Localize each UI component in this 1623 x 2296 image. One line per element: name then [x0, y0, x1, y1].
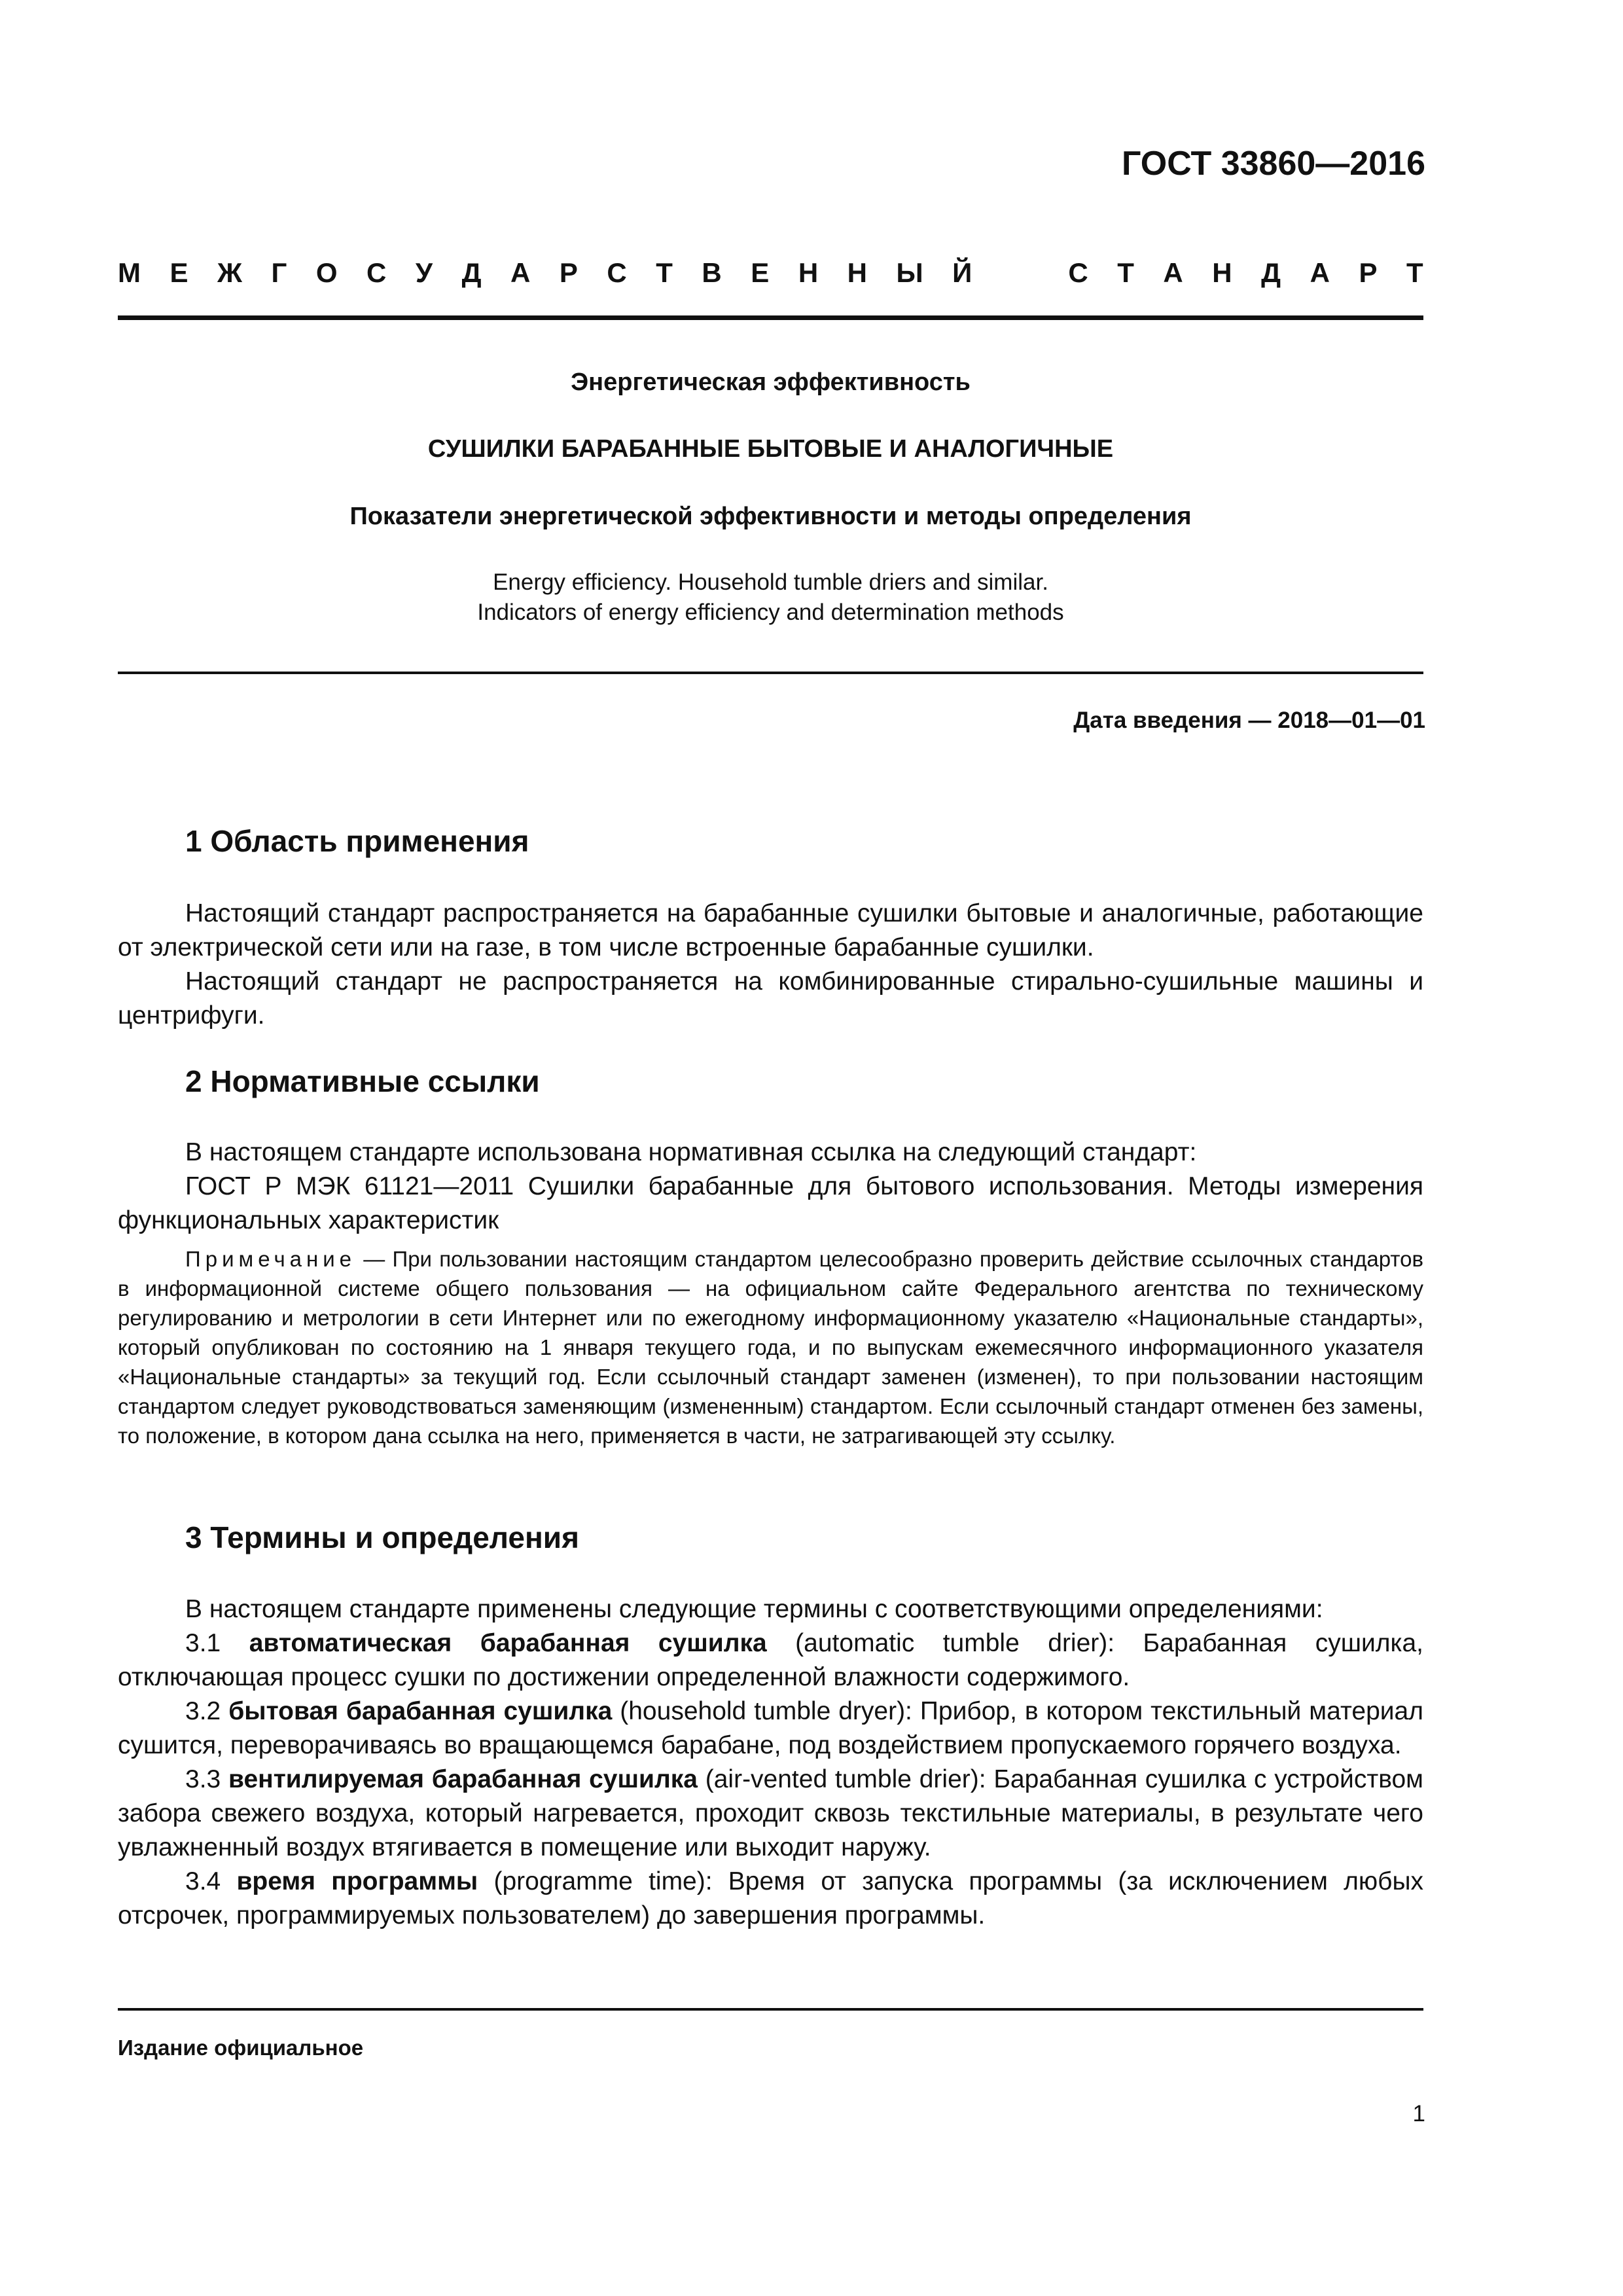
- edition-label: Издание официальное: [118, 2036, 364, 2060]
- page-number: 1: [1412, 2101, 1425, 2126]
- note-label: Примечание: [185, 1247, 357, 1271]
- banner-letter: О: [315, 257, 338, 288]
- banner-letter: Ж: [217, 257, 243, 288]
- title-rule: [118, 672, 1423, 674]
- banner-letter: Н: [847, 257, 868, 288]
- section-3-intro: В настоящем стандарте применены следующие термины с соответствующими определениями:: [185, 1595, 1323, 1623]
- term-3-3: [118, 1763, 1423, 1865]
- note-text: — При пользовании настоящим стандартом целесообразно проверить действие ссылочных стандартов в информационной системе общего пользования — на официальном сайте Федерального агентства по техническому регулированию и метрологии в сети Интернет или по ежегодному информационному указателю «Национальные стандарты», который опубликован по состоянию на 1 января текущего года, и по выпускам ежемесячного информационного указателя «Национальные стандарты» за текущий год. Если ссылочный стандарт заменен (изменен), то при пользовании настоящим стандартом следует руководствоваться заменяющим (измененным) стандартом. Если ссылочный стандарт отменен без замены, то положение, в котором дана ссылка на него, применяется в части, не затрагивающей эту ссылку.: [118, 1247, 1423, 1448]
- banner-letter: Е: [751, 257, 770, 288]
- section-3-heading: 3 Термины и определения: [185, 1520, 579, 1554]
- banner-letter: С: [1068, 257, 1088, 288]
- banner-letter: С: [366, 257, 387, 288]
- term-definition: (programme time): Время от запуска программы (за исключением любых отсрочек, программируемых пользователем) до завершения программы.: [118, 1867, 1423, 1929]
- english-title: [118, 567, 1423, 628]
- english-title-line-2: Indicators of energy efficiency and determination methods: [477, 600, 1064, 625]
- term-name: время программы: [236, 1867, 478, 1895]
- banner-letter: С: [607, 257, 627, 288]
- banner-letter: Н: [798, 257, 819, 288]
- banner-letter: В: [702, 257, 722, 288]
- section-2-paragraph-1: В настоящем стандарте использована нормативная ссылка на следующий стандарт:: [185, 1138, 1197, 1166]
- banner-letter: Р: [559, 257, 578, 288]
- standard-number: ГОСТ 33860—2016: [1122, 145, 1425, 183]
- section-3-body: [118, 1592, 1423, 1933]
- banner-letter: Т: [1406, 257, 1423, 288]
- banner-letter: М: [118, 257, 141, 288]
- section-2-note: [118, 1244, 1423, 1450]
- section-1-heading: 1 Область применения: [185, 824, 529, 858]
- banner-letter: Й: [952, 257, 972, 288]
- banner-letter: Д: [1261, 257, 1281, 288]
- term-name: автоматическая барабанная сушилка: [249, 1629, 767, 1657]
- banner-letter: У: [415, 257, 433, 288]
- normative-reference: ГОСТ Р МЭК 61121—2011 Сушилки барабанные для бытового использования. Методы измерения функциональных характеристик: [118, 1172, 1423, 1234]
- banner-letter: Н: [1212, 257, 1232, 288]
- footer-rule: [118, 2008, 1423, 2011]
- document-title: СУШИЛКИ БАРАБАННЫЕ БЫТОВЫЕ И АНАЛОГИЧНЫЕ: [427, 435, 1114, 463]
- section-1-paragraph-1: Настоящий стандарт распространяется на барабанные сушилки бытовые и аналогичные, работающие от электрической сети или на газе, в том числе встроенные барабанные сушилки.: [118, 899, 1423, 961]
- header-rule: [118, 315, 1423, 320]
- banner-letter: Т: [656, 257, 673, 288]
- banner-letter: Е: [169, 257, 188, 288]
- document-topic: Энергетическая эффективность: [571, 368, 971, 396]
- term-3-1: [118, 1626, 1423, 1695]
- term-name: вентилируемая барабанная сушилка: [228, 1765, 698, 1793]
- term-definition: (household tumble dryer): Прибор, в котором текстильный материал сушится, переворачиваясь во вращающемся барабане, под воздействием пропускаемого горячего воздуха.: [118, 1697, 1423, 1759]
- section-2-body: [118, 1136, 1423, 1238]
- term-definition: (air-vented tumble drier): Барабанная сушилка с устройством забора свежего воздуха, который нагревается, проходит сквозь текстильные материалы, в результате чего увлажненный воздух втягивается в помещение или выходит наружу.: [118, 1765, 1423, 1861]
- term-name: бытовая барабанная сушилка: [228, 1697, 613, 1725]
- banner-word-gap: [1001, 257, 1039, 289]
- banner-letter: А: [1310, 257, 1330, 288]
- term-number: 3.3: [185, 1765, 228, 1793]
- term-number: 3.2: [185, 1697, 229, 1725]
- english-title-line-1: Energy efficiency. Household tumble driers and similar.: [493, 569, 1048, 595]
- term-number: 3.4: [185, 1867, 237, 1895]
- interstate-standard-banner: [118, 257, 1423, 289]
- banner-letter: А: [1163, 257, 1183, 288]
- document-subtitle: Показатели энергетической эффективности и методы определения: [349, 503, 1192, 530]
- term-definition: (automatic tumble drier): Барабанная сушилка, отключающая процесс сушки по достижении определенной влажности содержимого.: [118, 1629, 1423, 1691]
- term-3-2: [118, 1695, 1423, 1763]
- banner-letter: Г: [271, 257, 287, 288]
- section-1-body: [118, 897, 1423, 1033]
- banner-letter: Д: [461, 257, 482, 288]
- banner-letter: Т: [1117, 257, 1134, 288]
- section-2-heading: 2 Нормативные ссылки: [185, 1064, 540, 1098]
- term-3-4: [118, 1865, 1423, 1933]
- section-1-paragraph-2: Настоящий стандарт не распространяется на комбинированные стирально-сушильные машины и центрифуги.: [118, 967, 1423, 1030]
- term-number: 3.1: [185, 1629, 249, 1657]
- banner-letter: А: [510, 257, 531, 288]
- banner-letter: Р: [1359, 257, 1378, 288]
- introduction-date: Дата введения — 2018—01—01: [1073, 708, 1425, 733]
- banner-letter: Ы: [896, 257, 923, 288]
